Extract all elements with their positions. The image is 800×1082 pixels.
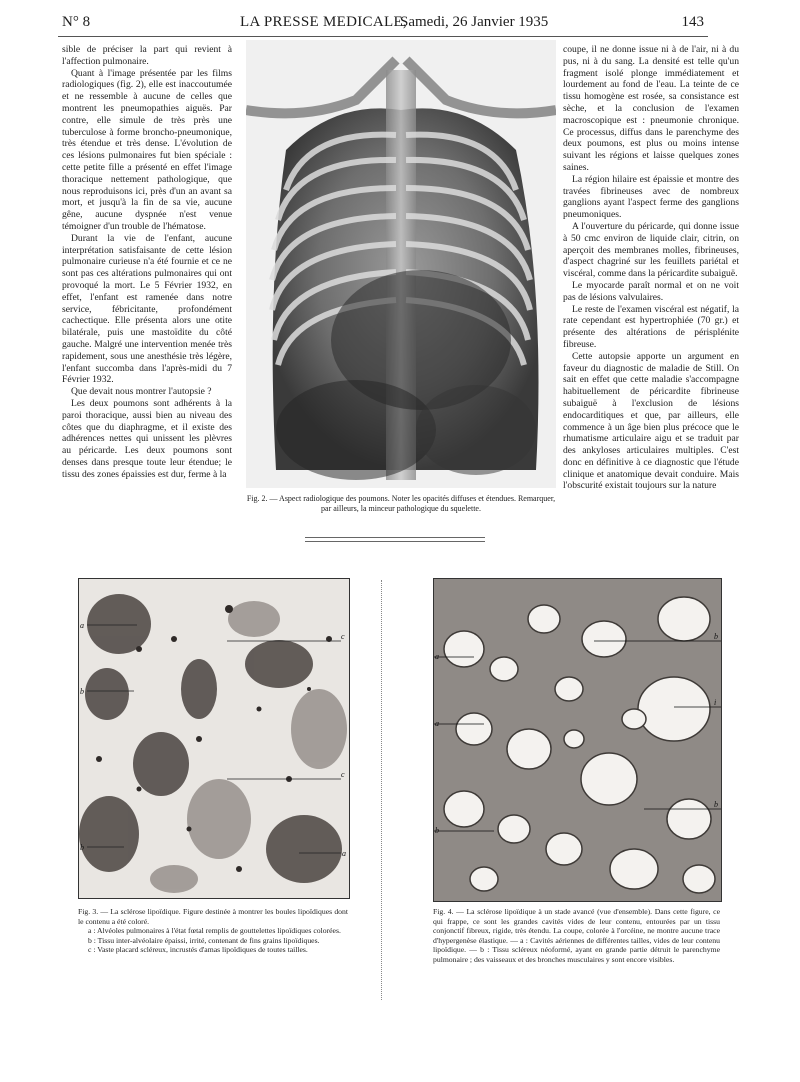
figure-label: b [714,632,718,641]
page-header [62,14,704,32]
journal-title: LA PRESSE MEDICALE, [240,14,407,30]
text-column-left [62,44,232,480]
paragraph: Les deux poumons sont adhérents à la paroi thoracique, aussi bien au niveau des côtes que du diaphragme, et il existe des adhérences nettes qui unissent les plèvres au péricarde. Les deux poumons sont denses dans presque toute leur étendue; le tissu des zones épaissies est dur, ferme à la [62,397,232,480]
figure-label: i [714,698,717,707]
header-rule [58,36,708,37]
figure-label: a [435,719,439,728]
micrograph-4-image [434,579,721,901]
paragraph: Le myocarde paraît normal et on ne voit pas de lésions valvulaires. [563,279,739,303]
caption-text: Fig. 4. — La sclérose lipoïdique à un stade avancé (vue d'ensemble). Dans cette figure, ce qui frappe, ce sont les grandes cavités vides de leur contenu, entourées par un tissu conjonctif fibreux, rigide, très étendu. La coupe, colorée à l'orcéine, ne montre aucune trace d'hypergenèse élastique. — a : Cavités aériennes de différentes tailles, vides de leur contenu lipoïdique. — b : Tissu scléreux néoformé, ayant en grande partie détruit le parenchyme pulmonaire ; des vaisseaux et des bronches musculaires y sont encore visibles. [433,907,720,964]
column-separator [381,580,382,1000]
paragraph: Quant à l'image présentée par les films radiologiques (fig. 2), elle est inaccoutumée et ne ressemble à aucune de celles que montrent les pneumopathies aiguës. Par contre, elle simule de très près une tuberculose à forme broncho-pneumonique, très étendue et très dense. L'évolution de ces lésions pulmonaires fut bien spéciale : cette petite fille a présenté en effet l'image thoracique nettement pathologique, que nous reproduisons ici, près d'un an avant sa mort, et jusqu'à la fin de sa vie, aucune gêne, aucune dyspnée n'est venue témoigner d'un trouble de l'hématose. [62,67,232,232]
figure-4-micrograph [433,578,722,902]
paragraph: Que devait nous montrer l'autopsie ? [71,386,212,398]
figure-label: a [80,621,84,630]
xray-image [246,40,556,488]
figure-label: b [80,687,84,696]
caption-item-a: a : Alvéoles pulmonaires à l'état fœtal remplis de gouttelettes lipoïdiques colorées. [88,926,341,936]
figure-label: b [714,800,718,809]
paragraph: Le reste de l'examen viscéral est négatif, la rate cependant est hypertrophiée (70 gr.) et présente des altérations de périsplénite fibreuse. [563,303,739,350]
page-number: 143 [681,14,704,30]
figure-label: b [435,826,439,835]
figure-3-micrograph [78,578,350,899]
caption-item-c: c : Vaste placard scléreux, incrustés d'amas lipoïdiques de toutes tailles. [88,945,308,955]
figure-label: c [341,632,345,641]
issue-date: Samedi, 26 Janvier 1935 [400,14,549,30]
micrograph-3-image [79,579,349,898]
figure-label: a [435,652,439,661]
figure-label: c [341,770,345,779]
figure-label: a [342,849,346,858]
figure-2-caption: Fig. 2. — Aspect radiologique des poumons. Noter les opacités diffuses et étendues. Remarquer, par ailleurs, la minceur pathologique du squelette. [246,494,556,513]
caption-item-b: b : Tissu inter-alvéolaire épaissi, irrité, contenant de fins grains lipoïdiques. [88,935,320,945]
paragraph: sible de préciser la part qui revient à l'affection pulmonaire. [62,44,232,67]
issue-number: N° 8 [62,14,91,30]
figure-3-caption [78,907,348,955]
text-column-right [563,44,739,492]
paragraph: coupe, il ne donne issue ni à de l'air, ni à du pus, ni à du sang. La densité est telle qu'un fragment isolé plonge immédiatement et lourdement au fond de l'eau. La teinte de ce tissu homogène est rosée, sa consistance est sèche, et la conclusion de l'examen macroscopique est : pneumonie chronique. Ce processus, diffus dans le parenchyme des deux poumons, est plus ou moins intense suivant les régions et laisse quelques zones saines. [563,44,739,173]
chest-xray-figure [246,40,556,488]
paragraph: Cette autopsie apporte un argument en faveur du diagnostic de maladie de Still. On sait en effet que cette maladie s'accompagne habituellement de péricardite fibrineuse subaiguë à l'exclusion de lésions endocarditiques et que, par ailleurs, elle commence à un âge bien plus précoce que le rhumatisme articulaire aigu et se traduit par des ankyloses articulaires multiples. C'est donc en définitive à ce diagnostic que l'étude clinique et anatomique devait conduire. Mais l'obscurité existait toujours sur la nature [563,350,739,492]
paragraph: Durant la vie de l'enfant, aucune interprétation satisfaisante de cette lésion pulmonaire curieuse n'a été fournie et ce ne sont pas ces altérations pulmonaires qui ont provoqué la mort. Le 5 Février 1932, en effet, l'enfant est ramenée dans notre service, fébricitante, profondément cachectique. Elle présenta alors une otite bilatérale, puis une mastoïdite du côté gauche. Malgré une intervention menée très rapidement, sous une anesthésie très légère, l'enfant succomba dans l'après-midi du 7 Février 1932. [62,232,232,386]
double-rule [305,537,485,542]
paragraph: La région hilaire est épaissie et montre des travées fibrineuses avec de nombreux ganglions ayant l'aspect ferme des ganglions pneumoniques. [563,173,739,221]
caption-main: Fig. 3. — La sclérose lipoïdique. Figure destinée à montrer les boules lipoïdiques dont le contenu a été coloré. [78,907,348,926]
figure-4-caption [433,907,720,965]
figure-label: b [80,843,84,852]
paragraph: A l'ouverture du péricarde, qui donne issue à 50 cmc environ de liquide clair, citrin, on aperçoit des membranes molles, fibrineuses, d'aspect chagriné sur les feuillets pariétal et viscéral, comme dans la péricardite subaiguë. [563,220,739,280]
